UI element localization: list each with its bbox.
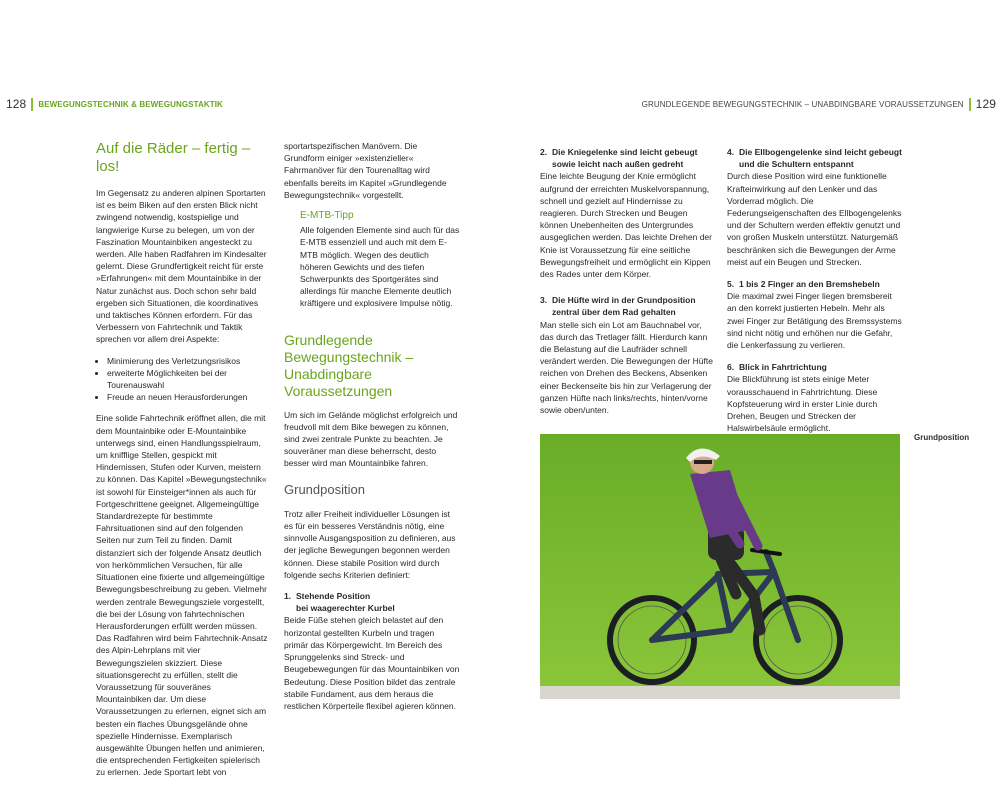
rider-illustration xyxy=(540,434,900,699)
header-divider xyxy=(31,98,33,111)
paragraph: Im Gegensatz zu anderen alpinen Sportarten ist es beim Biken auf den ersten Blick nicht zwingend notwendig, kostspielige und langwierige Kurse zu belegen, um von der Faszination Mountainbiken angesteckt zu werden. Alle haben Radfahren im Kindesalter gelernt. Diese Grundfertigkeit reicht für erste »Erfahrungen« mit dem Mountainbike in der Natur zunächst aus. Doch schon sehr bald ergeben sich Situationen, die koordinatives und taktisches Können erfordern. Für das Verbessern von Fahrtechnik und Taktik sprechen vor allem drei Aspekte: xyxy=(96,188,267,345)
criterion-heading: 4. Die Ellbogengelenke sind leicht gebeugt xyxy=(727,147,902,157)
paragraph: sportartspezifischen Manövern. Die Grundform einiger »existenzieller« Fahrmanöver für den Tourenalltag wird ebenfalls bereits im Kapitel »Grundlegende Bewegungstechnik« vorgestellt. xyxy=(284,141,447,200)
criterion-body: Die maximal zwei Finger liegen bremsbereit an den korrekt justierten Hebeln. Mehr als zwei Finger zur Betätigung des Bremssystems sind nicht nötig und erhöhen nur die Gefahr, die Lenkerfassung zu verlieren. xyxy=(727,291,902,351)
criterion-subheading: zentral über dem Rad gehalten xyxy=(552,307,676,318)
criterion-heading: 2. Die Kniegelenke sind leicht gebeugt xyxy=(540,147,698,157)
criterion-heading: 6. Blick in Fahrtrichtung xyxy=(727,362,827,373)
path-strip xyxy=(540,686,900,699)
text-column-4 xyxy=(727,146,902,444)
subsection-title: Grundposition xyxy=(284,481,365,497)
left-section-title: BEWEGUNGSTECHNIK & BEWEGUNGSTAKTIK xyxy=(38,99,223,109)
right-page-number: 129 xyxy=(975,97,996,111)
list-item: • Minimierung des Verletzungsrisikos xyxy=(107,355,268,367)
sunglasses xyxy=(694,460,712,464)
mountainbike-photo xyxy=(540,434,900,699)
criterion-body: Beide Füße stehen gleich belastet auf den horizontal gestellten Kurbeln und tragen primär das Körpergewicht. Im Bereich des Sprunggelenks sind Streck- und Beugebewegungen für das Mountainbiken von Bedeutung. Diese Position bildet das zentrale stabile Fundament, aus dem heraus die restlichen Körperteile flexibel agieren können. xyxy=(284,615,460,711)
criterion-heading: 5. 1 bis 2 Finger an den Bremshebeln xyxy=(727,279,880,290)
paragraph: Um sich im Gelände möglichst erfolgreich und freudvoll mit dem Bike bewegen zu können, sind zwei zentrale Punkte zu beachten. Je souveräner man diese beherrscht, desto besser wird man Mountainbike fahren. xyxy=(284,409,458,469)
criterion-body: Die Blickführung ist stets einige Meter vorausschauend in Fahrtrichtung. Diese Kopfsteuerung wird in erster Linie durch Drehen, Beugen und Strecken der Halswirbelsäule ermöglicht. xyxy=(727,374,878,434)
criterion-body: Man stelle sich ein Lot am Bauchnabel vor, das durch das Tretlager fällt. Hierdurch kann die Belastung auf die Laufräder schnell verändert werden. Die Bewegungen der Hüfte reichen von Drehen des Beckens, Absenken einer Beckenseite bis hin zur Verlagerung der ganzen Hüfte nach links/rechts, hinten/vorne sowie oben/unten. xyxy=(540,319,713,416)
text-column-3 xyxy=(540,146,715,426)
criterion-subheading: bei waagerechter Kurbel xyxy=(296,603,395,614)
criterion-subheading: sowie leicht nach außen gedreht xyxy=(552,159,684,170)
chapter-title: Auf die Räder – fertig – los! xyxy=(96,140,251,175)
criterion-subheading: und die Schultern entspannt xyxy=(739,159,854,170)
aspects-list xyxy=(96,355,268,404)
left-page-number: 128 xyxy=(6,97,27,111)
list-item: • erweiterte Möglichkeiten bei der Tourenauswahl xyxy=(107,367,268,391)
text-column-2 xyxy=(284,140,460,722)
emtb-tip-title: E-MTB-Tipp xyxy=(300,210,354,222)
section-title: Grundlegende Bewegungstechnik – Unabdingbare Voraussetzungen xyxy=(284,331,414,399)
paragraph: Eine solide Fahrtechnik eröffnet allen, die mit dem Mountainbike oder E-Mountainbike unterwegs sind, einen Handlungsspielraum, um knifflige Stellen, gespickt mit Hindernissen, Stufen oder Kurven, meistern zu können. Das Kapitel »Bewegungstechnik« ist sowohl für Einsteiger*innen als auch für Fortgeschrittene geeignet. Allgemeingültige Standardrezepte für bestimmte Fahrsituationen sind auf den folgenden Seiten nur zum Teil zu finden. Damit distanziert sich der folgende Ansatz deutlich von herkömmlichen Versuchen, für alle Situationen eine fixierte und allgemeingültige Bewegungsbeschreibung zu geben. Vielmehr werden zentrale Bewegungsziele vorgestellt, die bei der Lösung von fahrtechnischen Herausforderungen erfüllt werden müssen. Das Radfahren wird beim Fahrtechnik-Ansatz des Alpin-Lehrplans mit vier Bewegungszielen skizziert. Diese situationsgerecht zu erfüllen, stellt die Voraussetzung für souveränes Mountainbiken dar. Um diese Voraussetzungen zu erlernen, eignet sich am besten ein flaches Übungsgelände ohne spezielle Hindernisse. Exemplarisch ausgewählte Übungen helfen und animieren, die entsprechenden Fertigkeiten spielerisch zu erlernen. Jede Sportart lebt von xyxy=(96,413,268,778)
criterion-heading: 1. Stehende Position xyxy=(284,591,371,602)
right-running-header xyxy=(642,97,996,111)
left-running-header xyxy=(6,97,223,111)
paragraph: Trotz aller Freiheit individueller Lösungen ist es für ein besseres Verständnis nötig, eine sinnvolle Ausgangsposition zu definieren, aus der jegliche Bewegungen begonnen werden können. Diese stabile Position wird durch folgende sechs Kriterien definiert: xyxy=(284,508,456,580)
emtb-tip-body: Alle folgenden Elemente sind auch für das E-MTB essenziell und auch mit dem E-MTB möglich. Wegen des deutlich höheren Gewichts und des tiefen Schwerpunkts des Sportgerätes sind allerdings für manche Elemente deutlich kräftigere und explosivere Impulse nötig. xyxy=(300,225,460,309)
photo-caption: Grundposition xyxy=(914,433,970,442)
criterion-body: Durch diese Position wird eine funktionelle Krafteinwirkung auf den Lenker und das Vorderrad möglich. Die Federungseigenschaften des Ellbogengelenks und der Schultern werden effektiv genutzt und von großen Muskeln unterstützt. Naturgemäß beschränken sich die Bewegungen der Arme meist auf ein Beugen und Strecken. xyxy=(727,171,902,267)
criterion-heading: 3. Die Hüfte wird in der Grundposition xyxy=(540,295,696,306)
criterion-body: Eine leichte Beugung der Knie ermöglicht aufgrund der erreichten Muskelvorspannung, schnell und gezielt auf Hindernisse zu reagieren. Durch Strecken und Beugen können Unebenheiten des Untergrundes ausgeglichen werden. Das leichte Drehen der Knie ist Voraussetzung für eine seitliche Bewegungsfreiheit und ermöglicht ein Kippen des Rades unter dem Körper. xyxy=(540,171,712,280)
list-item: • Freude an neuen Herausforderungen xyxy=(107,391,268,403)
text-column-1 xyxy=(96,140,268,788)
right-section-title: GRUNDLEGENDE BEWEGUNGSTECHNIK – UNABDINGBARE VORAUSSETZUNGEN xyxy=(641,99,964,109)
header-divider xyxy=(969,98,971,111)
